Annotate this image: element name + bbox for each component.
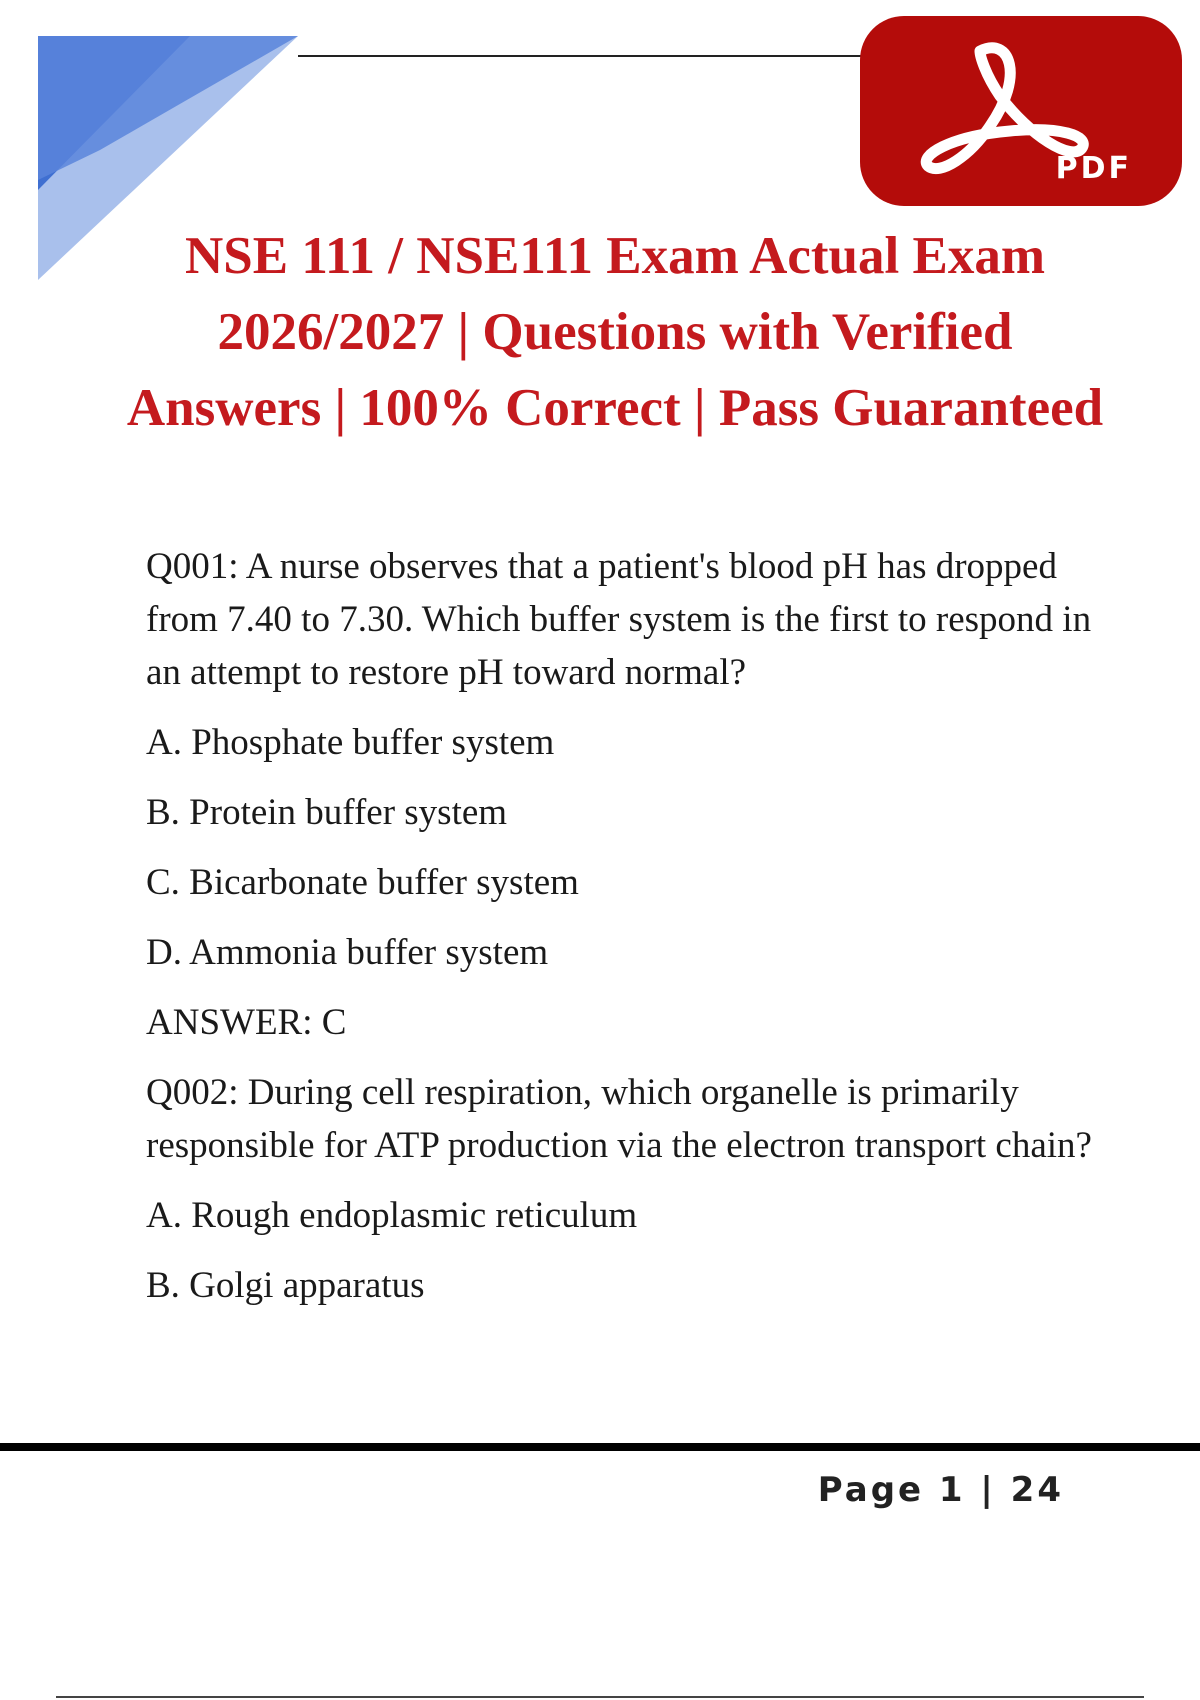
- bottom-rule: [56, 1696, 1144, 1698]
- document-title: NSE 111 / NSE111 Exam Actual Exam 2026/2027 | Questions with Verified Answers | 100% Correct | Pass Guaranteed: [126, 227, 1104, 437]
- answer-option: B. Golgi apparatus: [146, 1265, 425, 1306]
- page-number: Page 1 | 24: [817, 1470, 1064, 1510]
- question-block: [146, 540, 1106, 1049]
- answer-option: B. Protein buffer system: [146, 792, 508, 833]
- answer-option: A. Phosphate buffer system: [146, 722, 555, 763]
- header-rule: [298, 55, 878, 57]
- answer-key: ANSWER: C: [146, 1002, 347, 1043]
- question-text: Q002: During cell respiration, which organelle is primarily responsible for ATP production via the electron transport chain?: [146, 1072, 1092, 1166]
- answer-option: A. Rough endoplasmic reticulum: [146, 1195, 638, 1236]
- pdf-label: PDF: [1055, 151, 1132, 186]
- footer-separator: [0, 1443, 1200, 1451]
- question-text: Q001: A nurse observes that a patient's blood pH has dropped from 7.40 to 7.30. Which buffer system is the first to respond in an attempt to restore pH toward normal?: [146, 546, 1092, 693]
- acrobat-icon: [860, 16, 1182, 206]
- pdf-badge: [860, 16, 1182, 206]
- question-content: [146, 540, 1106, 1329]
- answer-option: C. Bicarbonate buffer system: [146, 862, 579, 903]
- question-block: [146, 1066, 1106, 1312]
- answer-option: D. Ammonia buffer system: [146, 932, 549, 973]
